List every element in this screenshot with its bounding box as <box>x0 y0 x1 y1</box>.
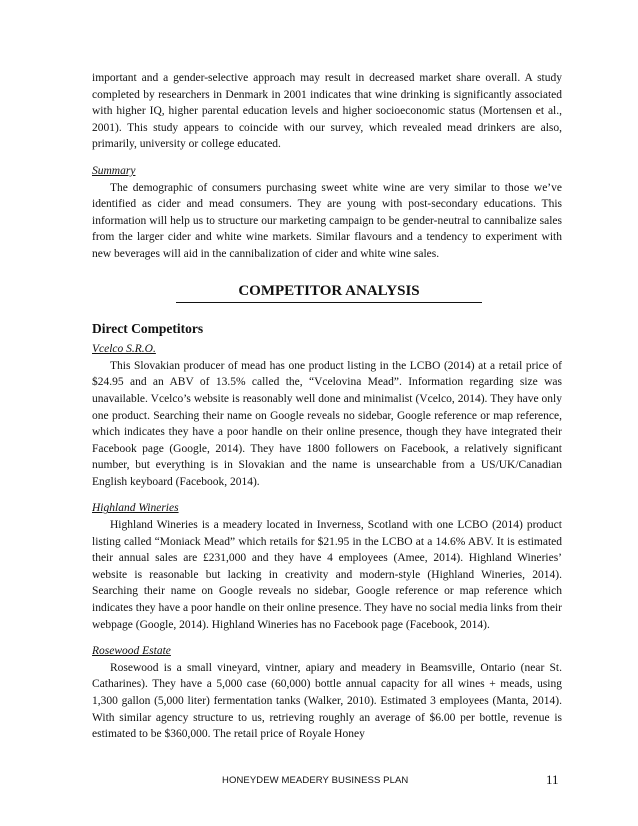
summary-paragraph: The demographic of consumers purchasing sweet white wine are very similar to those we’ve identified as cider and mead consumers. They are young with post-secondary educations. This information will help us to structure our marketing campaign to be gender-neutral to cannibalize sales from the larger cider and white wine markets. Similar flavours and a tendency to experiment with new beverages will aid in the cannibalization of cider and white wine sales. <box>92 181 562 260</box>
footer-title: HONEYDEW MEADERY BUSINESS PLAN <box>222 775 409 786</box>
competitor-heading-vcelco: Vcelco S.R.O. <box>92 343 156 356</box>
intro-paragraph: important and a gender-selective approach may result in decreased market share overall. A study completed by researchers in Denmark in 2001 indicates that wine drinking is significantly associated with higher IQ, higher parental education levels and higher socioeconomic status (Mortensen et al., 2001). This study appears to coincide with our survey, which revealed mead drinkers are also, primarily, university or college educated. <box>92 72 562 151</box>
competitor-paragraph-vcelco: This Slovakian producer of mead has one product listing in the LCBO (2014) at a retail price of $24.95 and an ABV of 13.5% called the, “Vcelovina Mead”. Information regarding size was unavailable. Vcelco’s website is reasonably well done and minimalist (Vcelco, 2014). They have only one product. Searching their name on Google reveals no sidebar, Google reference or map reference, which indicates they have a poor handle on their online presence, though they have integrated their Facebook page (Google, 2014). They have 1800 followers on Facebook, a relatively significant number, but everything is in Slovakian and the name is unsearchable from a US/UK/Canadian English keyboard (Facebook, 2014). <box>92 359 562 488</box>
competitor-heading-highland: Highland Wineries <box>92 502 179 515</box>
summary-heading: Summary <box>92 164 136 177</box>
page-body <box>92 70 562 743</box>
page-number: 11 <box>546 772 559 787</box>
competitor-paragraph-rosewood: Rosewood is a small vineyard, vintner, apiary and meadery in Beamsville, Ontario (near St. Catharines). They have a 5,000 case (60,000) bottle annual capacity for all wines + meads, using 1,300 gallon (5,000 liter) fermentation tanks (Walker, 2010). Estimated 3 employees (Manta, 2014). With similar agency structure to us, retrieving roughly an average of $6.00 per bottle, revenue is estimated to be $360,000. The retail price of Royale Honey <box>92 661 562 741</box>
competitor-heading-rosewood: Rosewood Estate <box>92 645 171 658</box>
section-title-block <box>92 281 562 305</box>
section-title: COMPETITOR ANALYSIS <box>176 281 482 303</box>
direct-competitors-heading: Direct Competitors <box>92 320 204 336</box>
competitor-paragraph-highland: Highland Wineries is a meadery located in Inverness, Scotland with one LCBO (2014) product listing called “Moniack Mead” which retails for $21.95 in the LCBO at a 14.6% ABV. It is estimated their annual sales are £231,000 and they have 4 employees (Amee, 2014). Highland Wineries’ website is reasonable but lacking in creativity and modern-style (Highland Wineries, 2014). Searching their name on Google reveals no sidebar, Google reference or map reference which indicates they have a poor handle on their online presence. They have no social media links from their webpage (Google, 2014). Highland Wineries has no Facebook page (Facebook, 2014). <box>92 519 562 631</box>
